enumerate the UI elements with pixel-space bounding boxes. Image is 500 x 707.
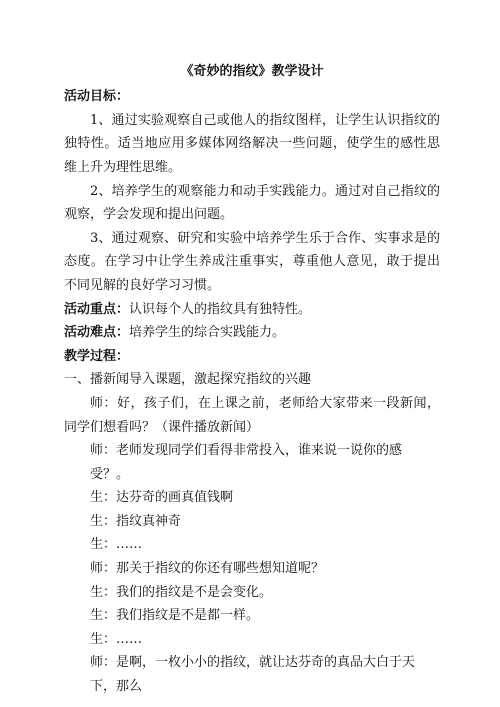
objective-1: 1、通过实验观察自己或他人的指纹图样，让学生认识指纹的独特性。适当地应用多媒体网络解决一些问题，使学生的感性思维上升为理性思维。 [64,112,440,175]
process-heading: 教学过程： [64,348,130,364]
difficulty-text: 培养学生的综合实践能力。 [129,325,286,341]
dialogue-line: 师：是啊，一枚小小的指纹，就让达芬奇的真品大白于天下，那么 [90,655,416,695]
dialogue-line: 师：那关于指纹的你还有哪些想知道呢？ [90,561,325,577]
difficulty-label: 活动难点： [64,325,130,341]
dialogue-line: 师：老师发现同学们看得非常投入，谁来说一说你的感受？。 [90,443,403,482]
dialogue-line: 生：…… [90,631,143,647]
dialogue-line: 生：…… [90,537,143,553]
objective-2: 2、培养学生的观察能力和动手实践能力。通过对自己指纹的观察，学会发现和提出问题。 [64,183,440,223]
objectives-heading: 活动目标： [64,89,130,105]
document-content [64,60,440,699]
document-title: 《奇妙的指纹》教学设计 [180,64,324,79]
dialogue-line: 生：指纹真神奇 [90,513,182,529]
key-point [64,298,440,322]
key-point-text: 认识每个人的指纹具有独特性。 [129,301,312,317]
key-point-label: 活动重点： [64,301,130,317]
difficulty-point [64,321,440,345]
dialogue-line: 师：好，孩子们，在上课之前，老师给大家带来一段新闻，同学们想看吗？（课件播放新闻） [64,395,440,435]
section-one-heading: 一、播新闻导入课题，激起探究指纹的兴趣 [64,372,312,388]
dialogue-line: 生：达芬奇的画真值钱啊 [90,490,234,506]
dialogue-line: 生：我们的指纹是不是会变化。 [90,584,273,600]
objective-3: 3、通过观察、研究和实验中培养学生乐于合作、实事求是的态度。在学习中让学生养成注重事实，尊重他人意见，敢于提出不同见解的良好学习习惯。 [64,230,440,293]
dialogue-line: 生：我们指纹是不是都一样。 [90,608,260,624]
